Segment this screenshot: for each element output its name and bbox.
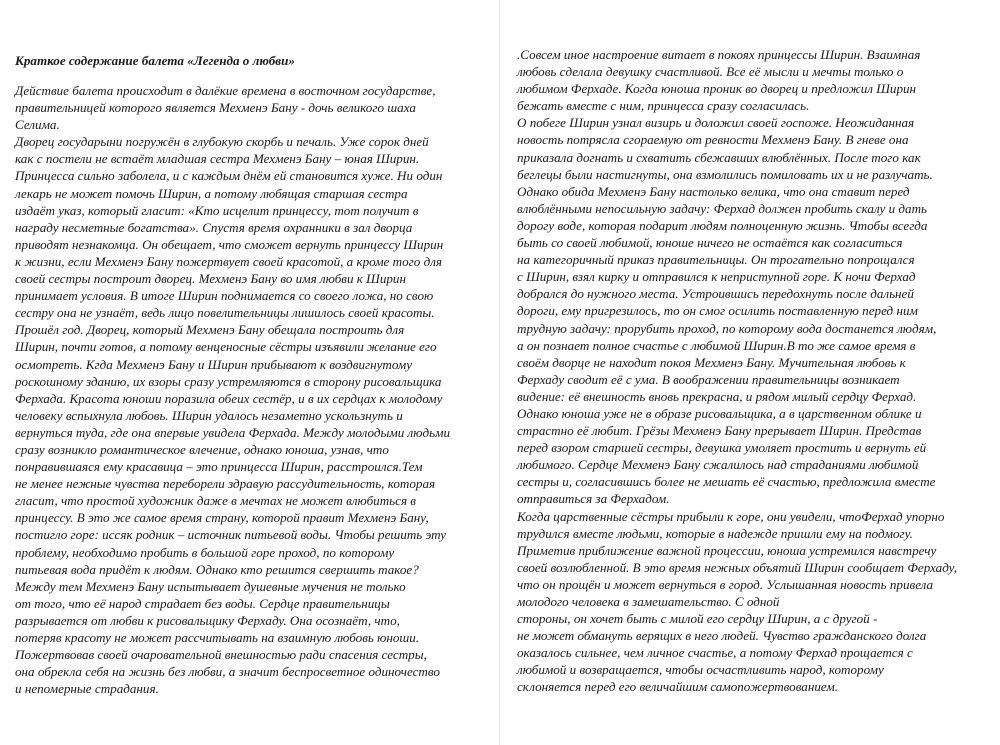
- text-line: разрывается от любви к рисовальщику Ферхаду. Она осознаёт, что,: [15, 612, 400, 628]
- text-line: понравившаяся ему красавица – это принцесса Ширин, расстроился.Тем: [15, 459, 423, 475]
- left-page: [0, 0, 499, 745]
- text-line: издаёт указ, который гласит: «Кто исцелит принцессу, тот получит в: [15, 202, 419, 218]
- text-line: оказалось сильнее, чем личное счастье, а потому Ферхад прощается с: [517, 645, 913, 661]
- text-line: любимого. Сердце Мехменэ Бану сжалилось над страданиями любимой: [517, 457, 919, 473]
- text-line: любимой и возвращается, чтобы осчастливить народ, которому: [517, 662, 884, 678]
- text-line: роскошному зданию, их взоры сразу устремляются в сторону рисовальщика: [15, 373, 442, 389]
- text-line: перед взором старшей сестры, девушка умоляет простить и вернуть ей: [517, 440, 927, 456]
- text-line: приводят незнакомца. Он обещает, что сможет вернуть принцессу Ширин: [15, 236, 444, 252]
- text-line: добрался до нужного места. Устроившись передохнуть после дальней: [517, 286, 914, 302]
- text-line: сразу возникло романтическое влечение, однако юноша, узнав, что: [15, 441, 389, 457]
- text-line: любовь сделала девушку счастливой. Все её мысли и мечты только о: [517, 64, 904, 80]
- text-line: приказала догнать и схватить сбежавших влюблённых. После того как: [517, 149, 921, 165]
- text-line: принимает условия. В итоге Ширин поднимается со своего ложа, но свою: [15, 288, 434, 304]
- text-line: своём дворце не находит покоя Мехменэ Бану. Мучительная любовь к: [517, 354, 906, 370]
- text-line: О побеге Ширин узнал визирь и доложил своей госпоже. Неожиданная: [517, 115, 915, 131]
- text-line: как с постели не встаёт младшая сестра Мехменэ Бану – юная Ширин.: [15, 151, 420, 167]
- text-line: дороги, ему пригрезилось, то он смог осилить поставленную перед ним: [517, 303, 918, 319]
- text-line: Действие балета происходит в далёкие времена в восточном государстве,: [15, 83, 436, 98]
- text-line: осмотреть. Кгда Мехменэ Бану и Ширин прибывают к воздвигнутому: [15, 356, 413, 372]
- text-line: на категоричный приказ правительницы. Он трогательно попрощался: [517, 252, 915, 268]
- text-line: человеку вспыхнула любовь. Ширин удалось незаметно ускользнуть и: [15, 407, 403, 423]
- text-line: склоняется перед его величайшим самопожертвованием.: [517, 679, 839, 695]
- text-line: отправиться за Ферхадом.: [517, 491, 670, 507]
- text-line: Ферхаду сводит её с ума. В воображении правительницы возникает: [517, 371, 900, 387]
- text-line: от того, что её народ страдает без воды. Сердце правительницы: [15, 595, 390, 611]
- text-line: Когда царственные сёстры прибыли к горе, они увидели, чтоФерхад упорно: [517, 508, 945, 524]
- text-line: быть со своей любимой, юноше ничего не остаётся как согласиться: [517, 235, 903, 251]
- text-line: проблему, необходимо пробить в большой горе проход, по которому: [15, 544, 395, 560]
- text-line: к жизни, если Мехменэ Бану пожертвует своей красотой, а кроме того для: [15, 253, 442, 269]
- text-line: трудился вместе людьми, которые в надежде пришли ему на подмогу.: [517, 525, 913, 541]
- text-line: новость потрясла сгораемую от ревности Мехменэ Бану. В гневе она: [517, 132, 909, 148]
- text-line: не менее нежные чувства переборели здравую рассудительность, которая: [15, 476, 436, 492]
- text-line: с Ширин, взял кирку и отправился к неприступной горе. К ночи Ферхад: [517, 269, 916, 285]
- text-line: Ширин, почти готов, а потому венценосные сёстры изъявили желание его: [15, 339, 437, 355]
- text-line: стороны, он хочет быть с милой его сердцу Ширин, а с другой -: [517, 611, 878, 627]
- text-line: своей сестры построит дворец. Мехменэ Бану во имя любви к Ширин: [15, 271, 406, 287]
- text-line: Приметив приближение важной процессии, юноша устремился навстречу: [517, 542, 937, 558]
- text-line: что он прощён и может вернуться в город. Услышанная новость привела: [517, 576, 934, 592]
- text-line: своей возлюбленной. В это время нежных объятий Ширин сообщает Ферхаду,: [517, 559, 958, 575]
- text-line: Однако обида Мехменэ Бану настолько велика, что она ставит перед: [517, 183, 910, 199]
- text-line: трудную задачу: прорубить проход, по которому вода достанется людям,: [517, 320, 937, 336]
- text-line: постигло горе: иссяк родник – источник питьевой воды. Чтобы решить эту: [15, 527, 447, 543]
- right-page-text: [517, 46, 957, 696]
- text-line: влюблёнными непосильную задачу: Ферхад должен пробить скалу и дать: [517, 200, 928, 216]
- text-line: не может обмануть верящих в него людей. Чувство гражданского долга: [517, 628, 927, 644]
- text-line: награду несметные богатства». Спустя время охранники в зал дворца: [15, 219, 413, 235]
- text-line: правительницей которого является Мехменэ Бану - дочь великого шаха: [15, 100, 416, 116]
- text-line: гласит, что простой художник даже в мечтах не может влюбиться в: [15, 493, 416, 509]
- text-line: Прошёл год. Дворец, который Мехменэ Бану обещала построить для: [15, 322, 405, 338]
- text-line: страстно её любит. Грёзы Мехменэ Бану прерывает Ширин. Представ: [517, 423, 922, 439]
- text-line: принцессу. В это же самое время страну, которой правит Мехменэ Бану,: [15, 510, 429, 526]
- text-line: молодого человека в замешательство. С одной: [517, 594, 780, 609]
- text-line: бежать вместе с ним, принцесса сразу согласилась.: [517, 98, 810, 114]
- text-line: Пожертвовав своей очаровательной внешностью ради спасения сестры,: [15, 647, 427, 663]
- text-line: лекарь не может помочь Ширин, а потому любящая старшая сестра: [15, 185, 408, 201]
- text-line: любимом Ферхаде. Когда юноша проник во дворец и предложил Ширин: [517, 81, 917, 97]
- text-line: беглецы были настигнуты, она взмолились помиловать их и не разлучать.: [517, 166, 933, 182]
- text-line: сестру она не узнаёт, ведь лицо повелительницы лишилось своей красоты.: [15, 305, 435, 321]
- text-line: питьевая вода придёт к людям. Однако кто решится свершить такое?: [15, 561, 419, 577]
- text-line: дорогу воде, которая подарит людям полноценную жизнь. Чтобы всегда: [517, 217, 928, 233]
- text-line: Между тем Мехменэ Бану испытывает душевные мучения не только: [15, 578, 406, 594]
- text-line: а он познает полное счастье с любимой Ширин.В то же самое время в: [517, 337, 916, 353]
- text-line: Ферхада. Красота юноши поразила обеих сестёр, и в их сердцах к молодому: [15, 390, 443, 406]
- left-page-text: [15, 82, 450, 697]
- text-line: она обрекла себя на жизнь без любви, а значит беспросветное одиночество: [15, 664, 440, 680]
- text-line: сестры и, согласившись более не мешать её счастью, предложила вместе: [517, 474, 936, 490]
- text-line: Однако юноша уже не в образе рисовальщика, а в царственном облике и: [517, 405, 922, 421]
- text-line: и непомерные страдания.: [15, 681, 159, 697]
- text-line: видение: её внешность вновь прекрасна, и рядом милый сердцу Ферхад.: [517, 388, 917, 404]
- text-line: вернуться туда, где она впервые увидела Ферхада. Между молодыми людьми: [15, 424, 450, 440]
- text-line: Дворец государыни погружён в глубокую скорбь и печаль. Уже сорок дней: [15, 134, 429, 150]
- text-line: Селима.: [15, 117, 60, 133]
- text-line: потеряв красоту не может рассчитывать на взаимную любовь юноши.: [15, 630, 420, 645]
- text-line: Принцесса сильно заболела, и с каждым днём ей становится хуже. Ни один: [15, 168, 443, 184]
- right-page: [500, 0, 1000, 745]
- document-title: Краткое содержание балета «Легенда о любви»: [15, 53, 295, 68]
- text-line: .Совсем иное настроение витает в покоях принцессы Ширин. Взаимная: [517, 47, 921, 62]
